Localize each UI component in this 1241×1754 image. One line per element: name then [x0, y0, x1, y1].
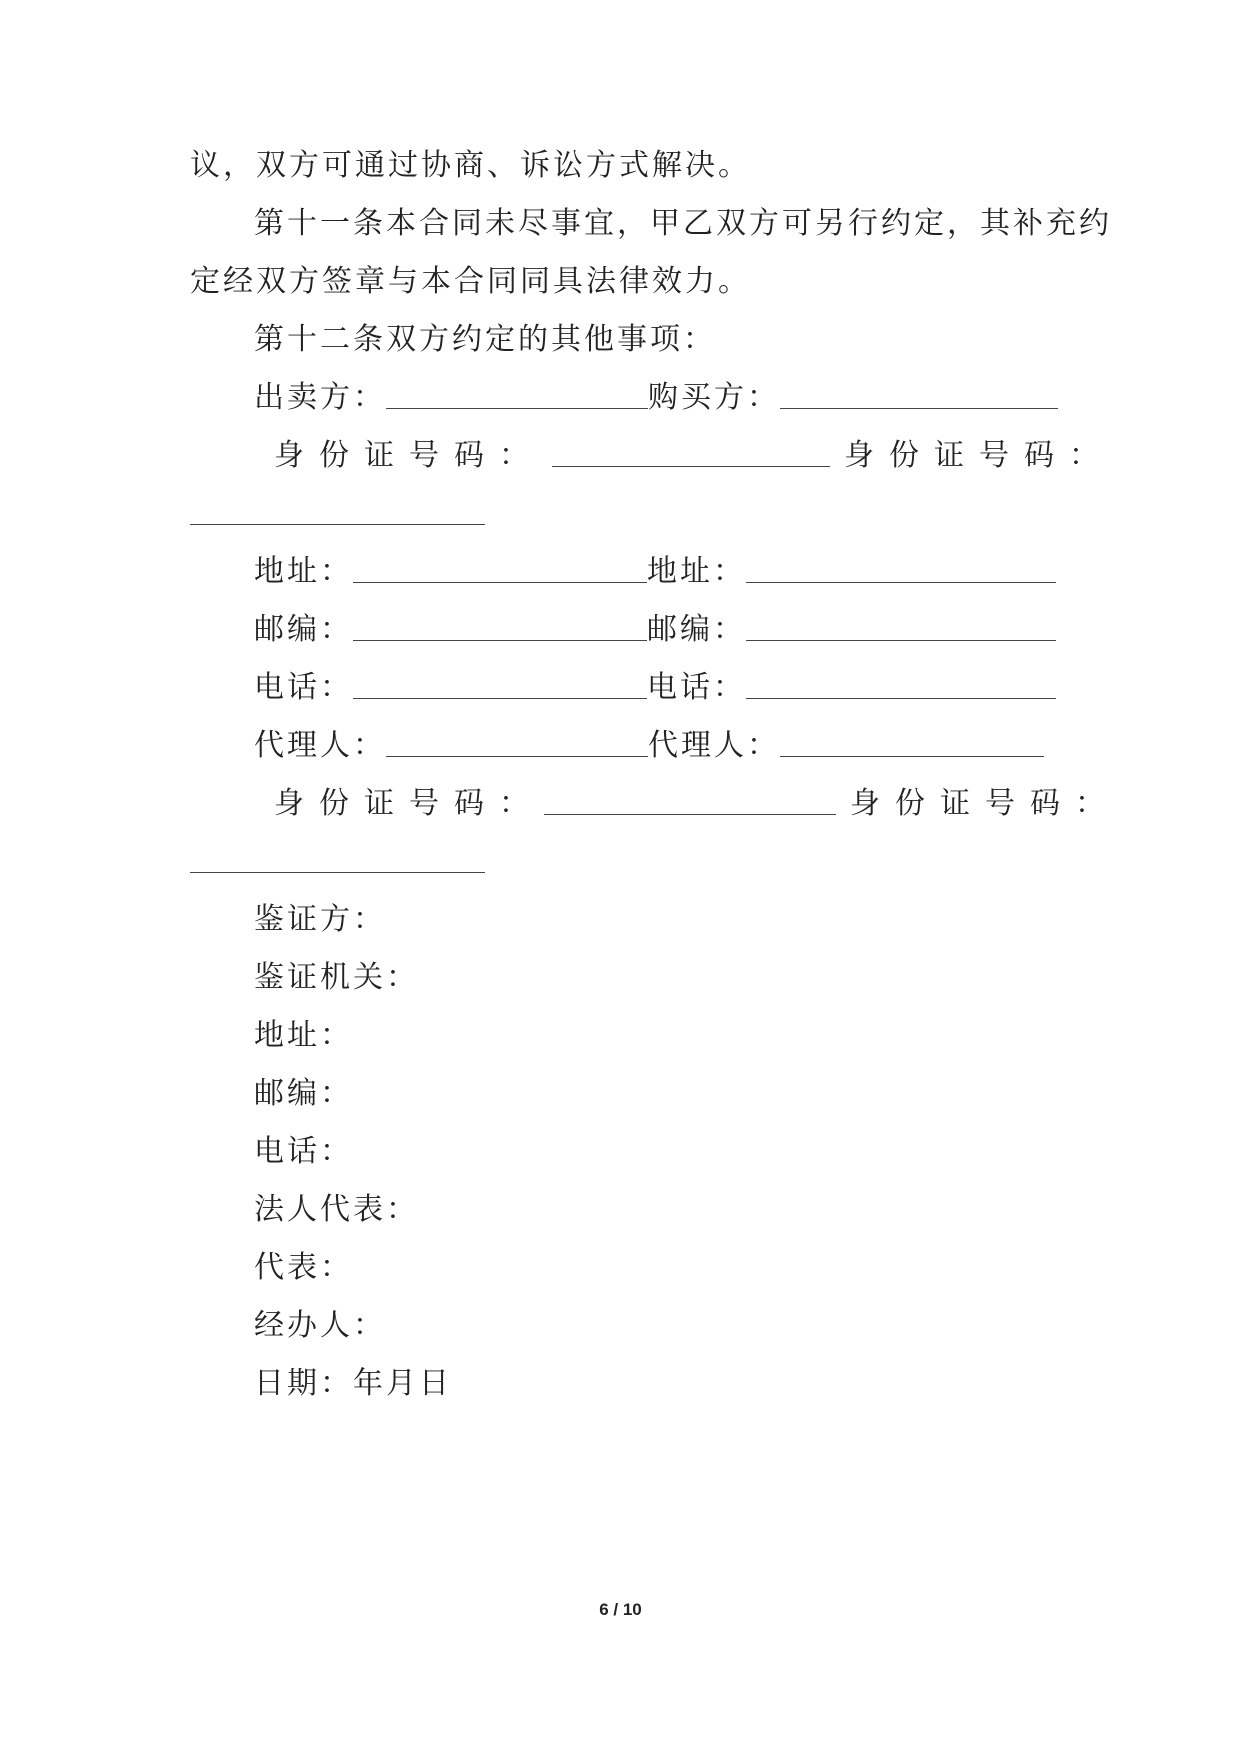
verifier-phone: 电话： [254, 1134, 353, 1169]
buyer-address-blank[interactable] [746, 556, 1056, 583]
seller-agent-blank[interactable] [386, 730, 648, 757]
phone-row [254, 668, 1114, 708]
buyer-agent-blank[interactable] [780, 730, 1044, 757]
buyer-postcode-label: 邮编： [647, 612, 746, 647]
verifier-rep: 代表： [254, 1250, 353, 1285]
buyer-agent-label: 代理人： [648, 728, 780, 763]
id-number-row-2 [274, 784, 1134, 824]
seller-phone-blank[interactable] [353, 672, 647, 699]
buyer-phone-label: 电话： [647, 670, 746, 705]
agent-buyer-id-blank[interactable] [190, 872, 485, 873]
seller-id-blank[interactable] [552, 440, 830, 467]
paragraph-continuation: 议，双方可通过协商、诉讼方式解决。 [190, 148, 751, 183]
agent-seller-id-label: 身份证号码： [274, 786, 544, 821]
verifier-party: 鉴证方： [254, 902, 386, 937]
buyer-postcode-blank[interactable] [746, 614, 1056, 641]
verifier-postcode: 邮编： [254, 1076, 353, 1111]
buyer-label: 购买方： [648, 380, 780, 415]
id-number-row-1 [274, 436, 1134, 476]
agent-row [254, 726, 1114, 766]
seller-postcode-blank[interactable] [353, 614, 647, 641]
seller-agent-label: 代理人： [254, 728, 386, 763]
seller-buyer-row [254, 378, 1114, 418]
verifier-address: 地址： [254, 1018, 353, 1053]
article-12: 第十二条双方约定的其他事项： [254, 322, 716, 357]
verifier-handler: 经办人： [254, 1308, 386, 1343]
seller-address-blank[interactable] [353, 556, 647, 583]
seller-postcode-label: 邮编： [254, 612, 353, 647]
postcode-row [254, 610, 1114, 650]
agent-seller-id-blank[interactable] [544, 788, 836, 815]
buyer-id-blank[interactable] [190, 524, 485, 525]
article-11-line-2: 定经双方签章与本合同同具法律效力。 [190, 264, 751, 299]
seller-phone-label: 电话： [254, 670, 353, 705]
article-11-line-1: 第十一条本合同未尽事宜，甲乙双方可另行约定，其补充约 [254, 206, 1112, 241]
verifier-authority: 鉴证机关： [254, 960, 419, 995]
buyer-id-label: 身份证号码： [844, 438, 1114, 473]
buyer-blank[interactable] [780, 382, 1058, 409]
agent-buyer-id-label: 身份证号码： [850, 786, 1120, 821]
page-number: 6 / 10 [599, 1600, 642, 1619]
seller-address-label: 地址： [254, 554, 353, 589]
buyer-phone-blank[interactable] [746, 672, 1056, 699]
seller-id-label: 身份证号码： [274, 438, 544, 473]
address-row [254, 552, 1114, 592]
verifier-date: 日期：年月日 [254, 1366, 452, 1401]
seller-blank[interactable] [386, 382, 648, 409]
verifier-legal-rep: 法人代表： [254, 1192, 419, 1227]
seller-label: 出卖方： [254, 380, 386, 415]
buyer-address-label: 地址： [647, 554, 746, 589]
